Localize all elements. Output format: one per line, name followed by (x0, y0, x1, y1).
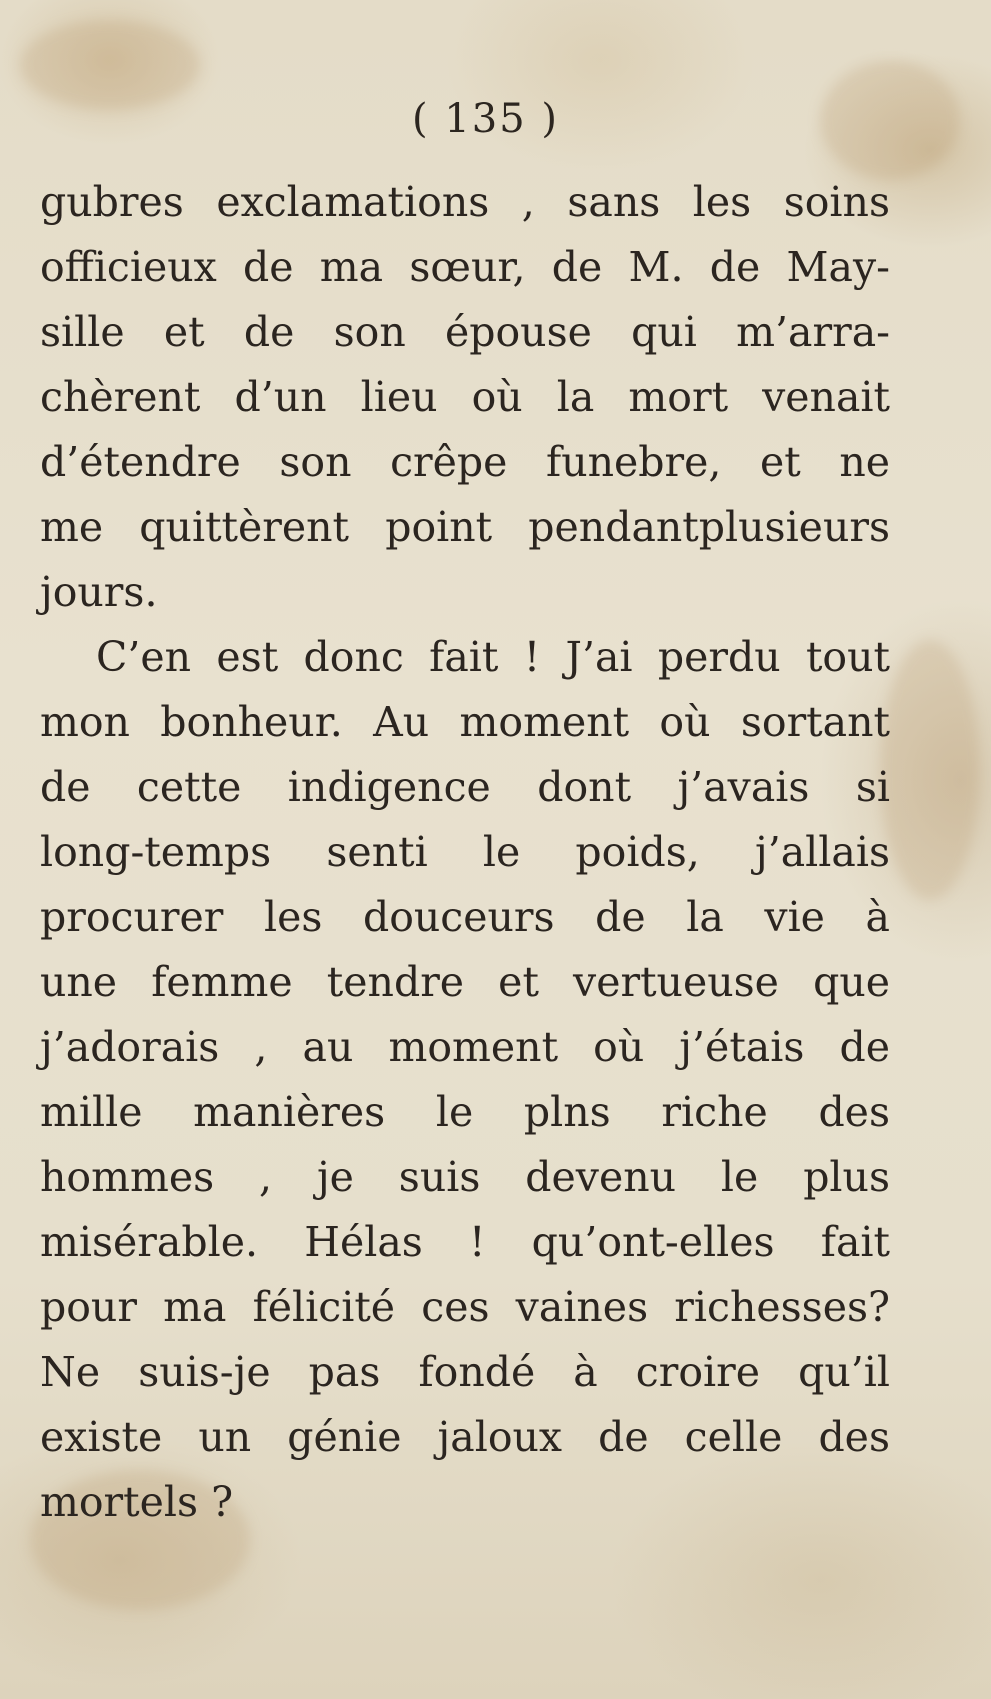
text-line: jours. (40, 568, 158, 616)
body-text (40, 170, 890, 1535)
text-line: procurer les douceurs de la vie à (40, 893, 890, 941)
text-line: hommes , je suis devenu le plus (40, 1153, 890, 1201)
paper-stain (880, 640, 980, 900)
text-line: existe un génie jaloux de celle des (40, 1413, 890, 1461)
text-line: mon bonheur. Au moment où sortant (40, 698, 890, 746)
text-line: gubres exclamations , sans les soins (40, 178, 890, 226)
text-line: officieux de ma sœur, de M. de May- (40, 243, 890, 291)
text-line: sille et de son épouse qui m’arra- (40, 308, 890, 356)
text-line: une femme tendre et vertueuse que (40, 958, 890, 1006)
text-line: misérable. Hélas ! qu’ont-elles fait (40, 1218, 890, 1266)
text-line: mortels ? (40, 1478, 234, 1526)
text-line: d’étendre son crêpe funebre, et ne (40, 438, 890, 486)
text-line: long-temps senti le poids, j’allais (40, 828, 890, 876)
page-number: ( 135 ) (412, 96, 559, 142)
text-line: de cette indigence dont j’avais si (40, 763, 890, 811)
text-line: Ne suis-je pas fondé à croire qu’il (40, 1348, 890, 1396)
text-line: j’adorais , au moment où j’étais de (40, 1023, 890, 1071)
text-line: pour ma félicité ces vaines richesses? (40, 1283, 890, 1331)
paragraph-start-line: C’en est donc fait ! J’ai perdu tout (96, 633, 890, 681)
text-line: mille manières le plns riche des (40, 1088, 890, 1136)
text-line: me quittèrent point pendantplusieurs (40, 503, 890, 551)
text-line: chèrent d’un lieu où la mort venait (40, 373, 890, 421)
